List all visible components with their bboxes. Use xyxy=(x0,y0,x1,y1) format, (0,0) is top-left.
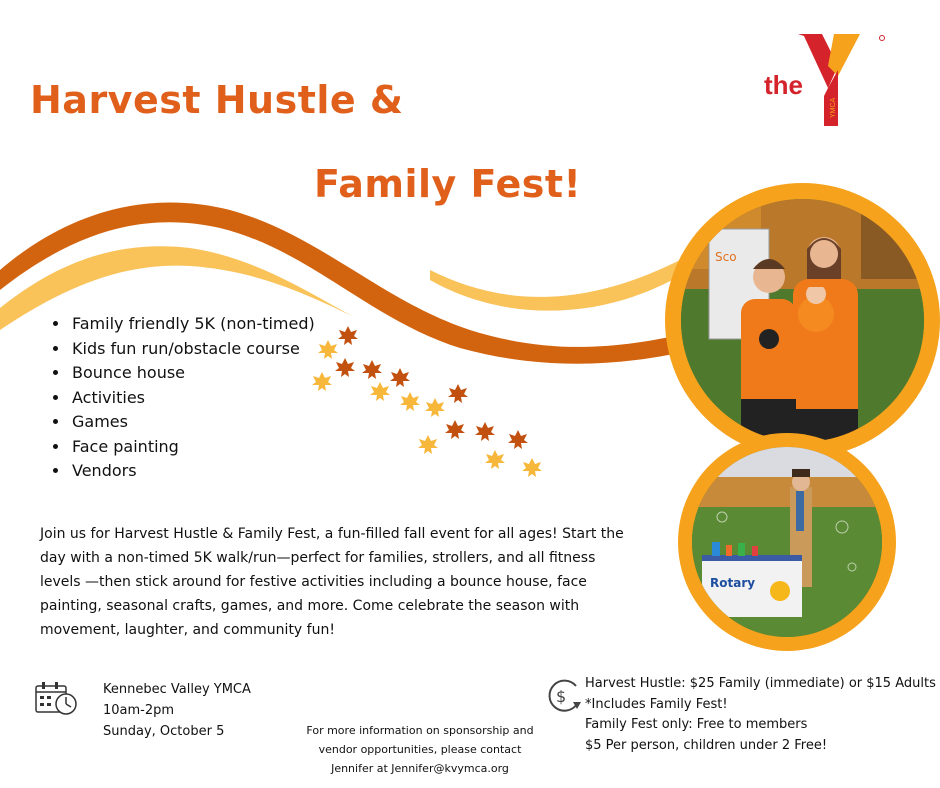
logo-ymca-text: YMCA xyxy=(830,97,837,118)
feature-list xyxy=(50,312,315,484)
pricing-line: Harvest Hustle: $25 Family (immediate) or $15 Adults xyxy=(585,676,936,691)
rotary-banner-text: Rotary xyxy=(710,576,756,590)
feature-item: • Games xyxy=(70,410,315,435)
family-photo xyxy=(665,183,940,458)
title-line-2: Family Fest! xyxy=(314,162,582,206)
pricing-line: *Includes Family Fest! xyxy=(585,696,728,712)
event-description: Join us for Harvest Hustle & Family Fest, a fun-filled fall event for all ages! Start the day with a non-timed 5K walk/run—perfect for families, strollers, and all fitness levels —then stick around for festive activities including a bounce house, face painting, seasonal crafts, games, and more. Come celebrate the season with movement, laughter, and community fun! xyxy=(40,526,624,638)
title-line-1: Harvest Hustle & xyxy=(30,78,404,122)
feature-item: • Vendors xyxy=(70,459,315,484)
dollar-icon xyxy=(543,676,583,716)
svg-text:$: $ xyxy=(556,687,567,706)
maple-leaf-icon xyxy=(312,326,542,477)
event-time: 10am-2pm xyxy=(103,703,175,718)
feature-item: • Kids fun run/obstacle course xyxy=(70,337,315,362)
contact-line: For more information on sponsorship and xyxy=(306,724,534,737)
event-date: Sunday, October 5 xyxy=(103,724,225,739)
rotary-booth-photo xyxy=(678,433,896,651)
event-location-time xyxy=(103,679,251,742)
pricing-line: $5 Per person, children under 2 Free! xyxy=(585,737,828,753)
venue: Kennebec Valley YMCA xyxy=(103,682,251,697)
pricing-info xyxy=(585,674,936,756)
contact-line: Jennifer at Jennifer@kvymca.org xyxy=(331,762,509,775)
contact-line: vendor opportunities, please contact xyxy=(318,743,522,756)
contact-info xyxy=(300,721,540,778)
feature-item: • Bounce house xyxy=(70,361,315,386)
feature-item: • Face painting xyxy=(70,435,315,460)
photo-sign-text: Sco xyxy=(715,250,737,264)
logo-the-text: the xyxy=(764,70,803,100)
feature-item: • Activities xyxy=(70,386,315,411)
feature-item: • Family friendly 5K (non-timed) xyxy=(70,312,315,337)
pricing-line: Family Fest only: Free to members xyxy=(585,717,808,732)
ymca-logo xyxy=(764,30,894,130)
maple-leaves-decoration xyxy=(300,320,560,490)
calendar-clock-icon xyxy=(35,681,79,717)
